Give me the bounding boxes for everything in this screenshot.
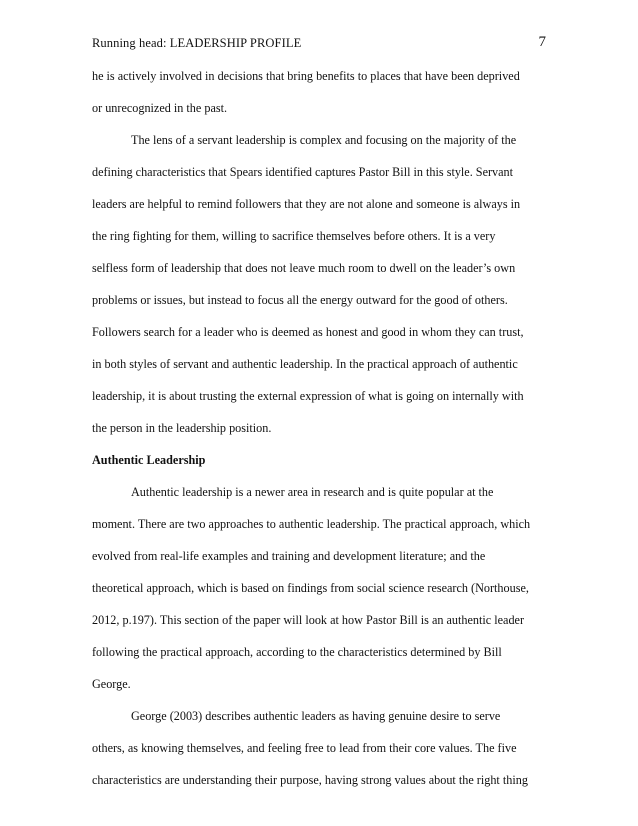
page-header xyxy=(92,36,550,56)
body-line: 2012, p.197). This section of the paper will look at how Pastor Bill is an authentic leader xyxy=(92,613,525,627)
paragraph-start-line: The lens of a servant leadership is complex and focusing on the majority of the xyxy=(131,133,517,147)
body-line: leaders are helpful to remind followers that they are not alone and someone is always in xyxy=(92,197,521,211)
body-line: defining characteristics that Spears identified captures Pastor Bill in this style. Servant xyxy=(92,165,514,179)
paragraph-start-line: George (2003) describes authentic leaders as having genuine desire to serve xyxy=(131,709,501,723)
body-line: leadership, it is about trusting the external expression of what is going on internally with xyxy=(92,389,524,403)
section-heading: Authentic Leadership xyxy=(92,453,206,467)
body-line: characteristics are understanding their purpose, having strong values about the right thing xyxy=(92,773,528,787)
body-line: the person in the leadership position. xyxy=(92,421,272,435)
body-line: problems or issues, but instead to focus all the energy outward for the good of others. xyxy=(92,293,508,307)
page-number: 7 xyxy=(538,34,546,50)
body-line: George. xyxy=(92,677,131,691)
paragraph-start-line: Authentic leadership is a newer area in research and is quite popular at the xyxy=(131,485,494,499)
body-line: others, as knowing themselves, and feeling free to lead from their core values. The five xyxy=(92,741,517,755)
body-line: moment. There are two approaches to authentic leadership. The practical approach, which xyxy=(92,517,531,531)
body-line: in both styles of servant and authentic leadership. In the practical approach of authentic xyxy=(92,357,518,371)
body-line: or unrecognized in the past. xyxy=(92,101,228,115)
body-line: evolved from real-life examples and training and development literature; and the xyxy=(92,549,486,563)
running-head: Running head: LEADERSHIP PROFILE xyxy=(92,36,302,50)
body-line: the ring fighting for them, willing to sacrifice themselves before others. It is a very xyxy=(92,229,496,243)
body-line: theoretical approach, which is based on findings from social science research (Northouse, xyxy=(92,581,529,595)
body-line: he is actively involved in decisions that bring benefits to places that have been deprived xyxy=(92,69,520,83)
body-line: selfless form of leadership that does not leave much room to dwell on the leader’s own xyxy=(92,261,516,275)
body-line: Followers search for a leader who is deemed as honest and good in whom they can trust, xyxy=(92,325,524,339)
body-line: following the practical approach, according to the characteristics determined by Bill xyxy=(92,645,502,659)
